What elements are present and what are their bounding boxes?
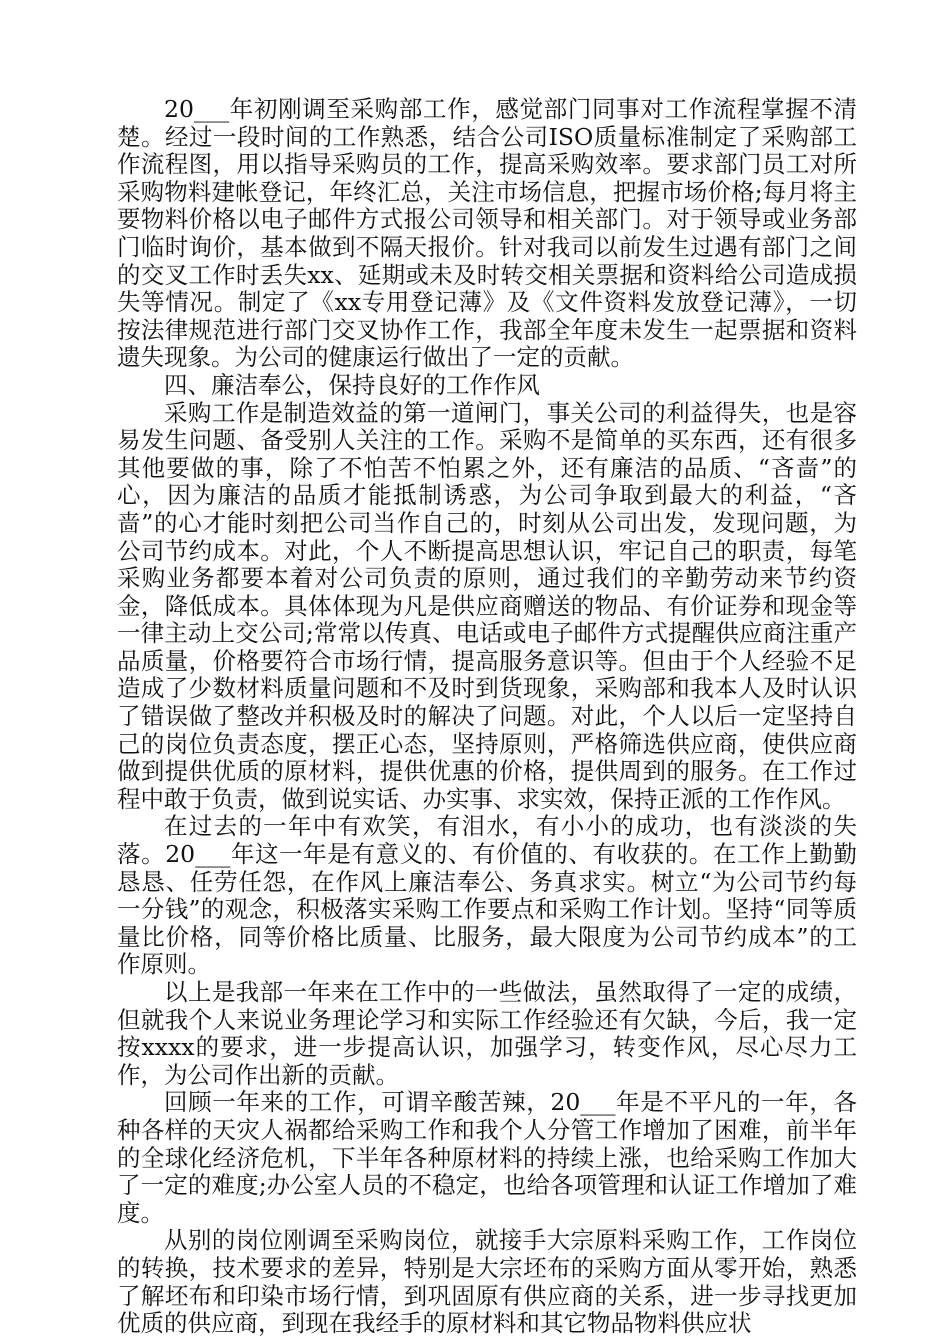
paragraph-4: 以上是我部一年来在工作中的一些做法，虽然取得了一定的成绩，但就我个人来说业务理论学习和实际工作经验还有欠缺，今后，我一定按xxxx的要求，进一步提高认识，加强学习，转变作风，尽心尽力工作，为公司作出新的贡献。 bbox=[117, 978, 857, 1089]
paragraph-1: 20___年初刚调至采购部工作，感觉部门同事对工作流程掌握不清楚。经过一段时间的工作熟悉，结合公司ISO质量标准制定了采购部工作流程图，用以指导采购员的工作，提高采购效率。要求部门员工对所采购物料建帐登记，年终汇总，关注市场信息，把握市场价格;每月将主要物料价格以电子邮件方式报公司领导和相关部门。对于领导或业务部门临时询价，基本做到不隔天报价。针对我司以前发生过遇有部门之间的交叉工作时丢失xx、延期或未及时转交相关票据和资料给公司造成损失等情况。制定了《xx专用登记薄》及《文件资料发放登记薄》，一切按法律规范进行部门交叉协作工作，我部全年度未发生一起票据和资料遗失现象。为公司的健康运行做出了一定的贡献。 bbox=[117, 95, 857, 372]
paragraph-2: 采购工作是制造效益的第一道闸门，事关公司的利益得失，也是容易发生问题、备受别人关注的工作。采购不是简单的买东西，还有很多其他要做的事，除了不怕苦不怕累之外，还有廉洁的品质、“吝啬”的心，因为廉洁的品质才能抵制诱惑，为公司争取到最大的利益，“吝啬”的心才能时刻把公司当作自己的，时刻从公司出发，发现问题，为公司节约成本。对此，个人不断提高思想认识，牢记自己的职责，每笔采购业务都要本着对公司负责的原则，通过我们的辛勤劳动来节约资金，降低成本。具体体现为凡是供应商赠送的物品、有价证券和现金等一律主动上交公司;常常以传真、电话或电子邮件方式提醒供应商注重产品质量，价格要符合市场行情，提高服务意识等。但由于个人经验不足造成了少数材料质量问题和不及时到货现象，采购部和我本人及时认识了错误做了整改并积极及时的解决了问题。对此，个人以后一定坚持自己的岗位负责态度，摆正心态，坚持原则，严格筛选供应商，使供应商做到提供优质的原材料，提供优惠的价格，提供周到的服务。在工作过程中敢于负责，做到说实话、办实事、求实效，保持正派的工作作风。 bbox=[117, 398, 857, 813]
paragraph-5: 回顾一年来的工作，可谓辛酸苦辣，20___年是不平凡的一年，各种各样的天灾人祸都给采购工作和我个人分管工作增加了困难，前半年的全球化经济危机，下半年各种原材料的持续上涨，也给采购工作加大了一定的难度;办公室人员的不稳定，也给各项管理和认证工作增加了难度。 bbox=[117, 1088, 857, 1227]
document-body bbox=[117, 96, 857, 1338]
paragraph-6: 从别的岗位刚调至采购岗位，就接手大宗原料采购工作，工作岗位的转换，技术要求的差异，特别是大宗坯布的采购方面从零开始，熟悉了解坯布和印染市场行情，到巩固原有供应商的关系，进一步寻找更加优质的供应商，到现在我经手的原材料和其它物品物料供应状 bbox=[117, 1226, 857, 1338]
paragraph-3: 在过去的一年中有欢笑，有泪水，有小小的成功，也有淡淡的失落。20___年这一年是有意义的、有价值的、有收获的。在工作上勤勤恳恳、任劳任怨，在作风上廉洁奉公、务真求实。树立“为公司节约每一分钱”的观念，积极落实采购工作要点和采购工作计划。坚持“同等质量比价格，同等价格比质量、比服务，最大限度为公司节约成本”的工作原则。 bbox=[117, 812, 857, 979]
section-heading-4: 四、廉洁奉公，保持良好的工作作风 bbox=[164, 370, 540, 399]
